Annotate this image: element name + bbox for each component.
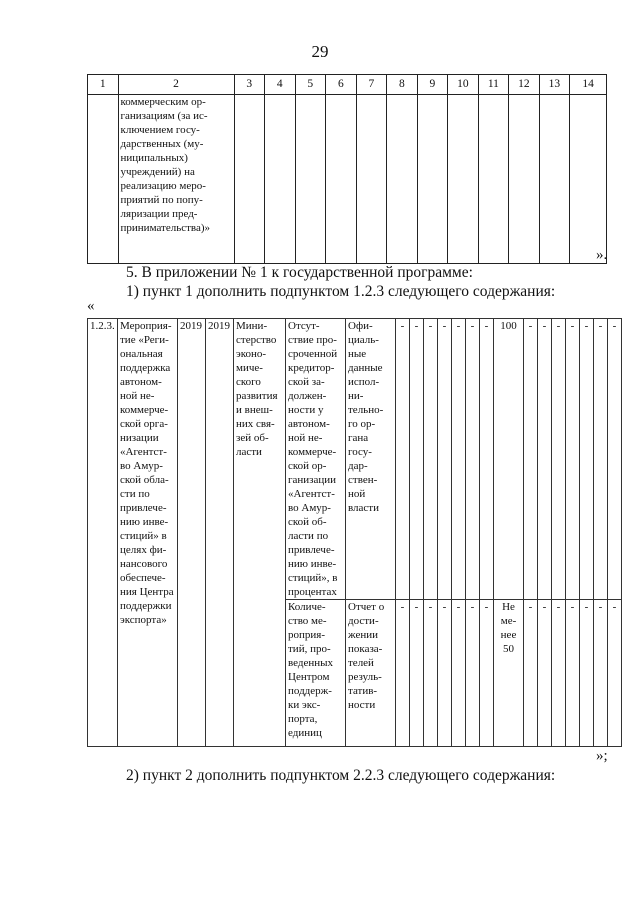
- dash-cell: -: [566, 319, 580, 600]
- closing-quote: ».: [596, 247, 608, 263]
- indicator-1: Отсут- ствие про- сроченной кредитор- ской за- должен- ности у автоном- ной не- коммерче- ской ор- ганизации «Агентст- во Амур- ской об- ласти по привлече- нию инве- стиций», в процентах: [286, 319, 346, 600]
- page-number: 29: [311, 42, 329, 61]
- table-cell: [356, 95, 387, 264]
- col-header: 2: [118, 75, 234, 95]
- dash-cell: -: [524, 600, 538, 747]
- table-cell: [570, 95, 607, 264]
- dash-cell: -: [538, 319, 552, 600]
- year-start: 2019: [178, 319, 206, 747]
- dash-cell: -: [466, 600, 480, 747]
- table-header-row: [88, 75, 607, 95]
- dash-cell: -: [580, 319, 594, 600]
- table-cell: [509, 95, 540, 264]
- value-2: Не ме- нее 50: [494, 600, 524, 747]
- dash-cell: -: [552, 600, 566, 747]
- table-cell: [478, 95, 509, 264]
- dash-cell: -: [594, 600, 608, 747]
- table-cell: [326, 95, 357, 264]
- dash-cell: -: [480, 600, 494, 747]
- table-cell: [88, 95, 119, 264]
- program-measure-table: [87, 318, 622, 747]
- dash-cell: -: [608, 319, 622, 600]
- measure-title: Мероприя- тие «Реги- ональная поддержка автоном- ной не- коммерче- ской орга- низации «Агентст- во Амур- ской обла- сти по привлече- нию инве- стиций» в целях фи- нансового обеспече- ния Центра поддержки экспорта»: [118, 319, 178, 747]
- col-header: 13: [539, 75, 570, 95]
- col-header: 6: [326, 75, 357, 95]
- dash-cell: -: [538, 600, 552, 747]
- col-header: 12: [509, 75, 540, 95]
- dash-cell: -: [452, 600, 466, 747]
- dash-cell: -: [608, 600, 622, 747]
- table-cell: [265, 95, 296, 264]
- table-cell: [387, 95, 418, 264]
- dash-cell: -: [580, 600, 594, 747]
- dash-cell: -: [410, 319, 424, 600]
- value-1: 100: [494, 319, 524, 600]
- col-header: 9: [417, 75, 448, 95]
- col-header: 5: [295, 75, 326, 95]
- source-2: Отчет о дости- жении показа- телей резуль- татив- ности: [346, 600, 396, 747]
- col-header: 11: [478, 75, 509, 95]
- table-cell: [448, 95, 479, 264]
- col-header: 7: [356, 75, 387, 95]
- col-header: 10: [448, 75, 479, 95]
- indicator-2: Количе- ство ме- роприя- тий, про- веденных Центром поддерж- ки экс- порта, единиц: [286, 600, 346, 747]
- table-cell: [234, 95, 265, 264]
- year-end: 2019: [206, 319, 234, 747]
- dash-cell: -: [396, 600, 410, 747]
- dash-cell: -: [452, 319, 466, 600]
- continuation-table: [87, 74, 607, 264]
- closing-quote-semicolon: »;: [596, 748, 608, 764]
- dash-cell: -: [480, 319, 494, 600]
- col-header: 3: [234, 75, 265, 95]
- paragraph-subitem-2: 2) пункт 2 дополнить подпунктом 2.2.3 следующего содержания:: [126, 767, 556, 784]
- dash-cell: -: [438, 319, 452, 600]
- col-header: 4: [265, 75, 296, 95]
- source-1: Офи- циаль- ные данные испол- ни- тельно- го ор- гана госу- дар- ствен- ной власти: [346, 319, 396, 600]
- table-cell: [417, 95, 448, 264]
- col-header: 8: [387, 75, 418, 95]
- dash-cell: -: [566, 600, 580, 747]
- dash-cell: -: [396, 319, 410, 600]
- col-header: 14: [570, 75, 607, 95]
- executor: Мини- стерство эконо- миче- ского развития и внеш- них свя- зей об- ласти: [234, 319, 286, 747]
- dash-cell: -: [424, 600, 438, 747]
- measure-number: 1.2.3.: [88, 319, 118, 747]
- dash-cell: -: [424, 319, 438, 600]
- opening-quote: «: [87, 298, 95, 314]
- table-cell-text: коммерческим ор- ганизациям (за ис- ключением госу- дарственных (му- ниципальных) учреждений) на реализацию меро- приятий по попу- ляризации пред- принимательства)»: [118, 95, 234, 264]
- table-row: [88, 319, 622, 600]
- paragraph-subitem-1: 1) пункт 1 дополнить подпунктом 1.2.3 следующего содержания:: [126, 283, 556, 300]
- col-header: 1: [88, 75, 119, 95]
- table-row: [88, 95, 607, 264]
- dash-cell: -: [410, 600, 424, 747]
- dash-cell: -: [552, 319, 566, 600]
- paragraph-item-5: 5. В приложении № 1 к государственной программе:: [126, 264, 473, 281]
- dash-cell: -: [466, 319, 480, 600]
- dash-cell: -: [594, 319, 608, 600]
- dash-cell: -: [438, 600, 452, 747]
- table-cell: [539, 95, 570, 264]
- table-cell: [295, 95, 326, 264]
- dash-cell: -: [524, 319, 538, 600]
